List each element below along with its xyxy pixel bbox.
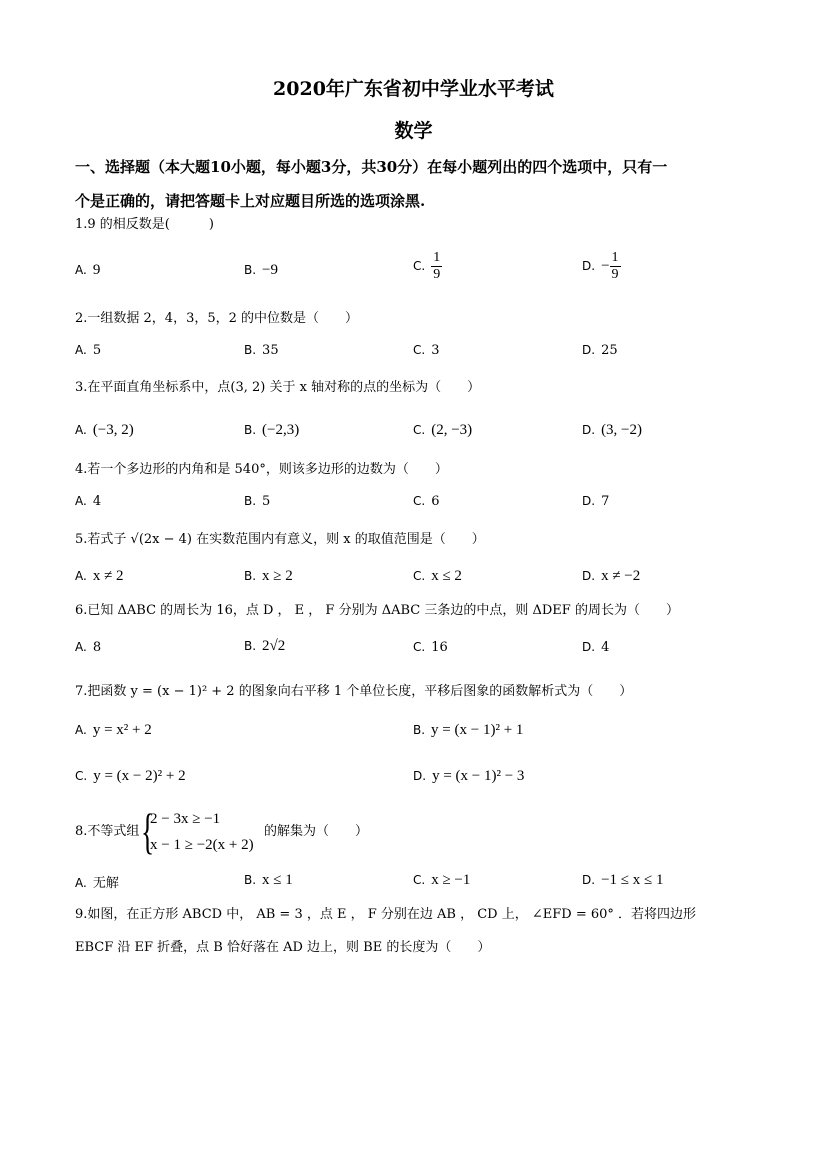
- question-8-stem-prefix: 8.不等式组: [75, 824, 140, 839]
- q5-option-d: [582, 568, 640, 585]
- question-9-stem-line1: 9.如图，在正方形 ABCD 中， AB = 3 ，点 E ， F 分别在边 AB ， CD 上， ∠EFD = 60° ．若将四边形: [75, 907, 697, 922]
- option-text: 7: [601, 494, 610, 509]
- option-label: B.: [244, 494, 257, 508]
- option-label: C.: [413, 873, 426, 887]
- option-label: B.: [244, 343, 257, 357]
- option-text: x ≥ 2: [262, 568, 293, 584]
- option-text: x ≠ 2: [92, 568, 124, 584]
- minus-sign: −: [601, 258, 610, 274]
- inequality-1: 2 − 3x ≥ −1: [150, 811, 221, 827]
- option-label: D.: [582, 259, 596, 273]
- question-5-stem: 5.若式子 √(2x − 4) 在实数范围内有意义，则 x 的取值范围是（ ）: [75, 532, 485, 547]
- q3-option-a: [75, 422, 134, 439]
- option-text: y = (x − 1)² − 3: [432, 768, 525, 784]
- option-text: (3, −2): [601, 422, 643, 438]
- option-text: y = (x − 2)² + 2: [93, 768, 186, 784]
- q8-option-a: [75, 872, 119, 891]
- option-text: 35: [262, 343, 279, 358]
- option-label: B.: [244, 639, 257, 653]
- option-label: D.: [582, 640, 596, 654]
- q1-option-b: [244, 262, 278, 279]
- question-9-stem-line2: EBCF 沿 EF 折叠，点 B 恰好落在 AD 边上，则 BE 的长度为（ ）: [75, 940, 491, 955]
- q4-option-d: [582, 494, 609, 509]
- fraction-numerator: 1: [433, 250, 441, 265]
- option-text: −1 ≤ x ≤ 1: [601, 872, 664, 888]
- q7-option-d: [413, 768, 524, 785]
- page-title: 2020年广东省初中学业水平考试: [273, 78, 554, 100]
- option-text: 4: [92, 494, 102, 509]
- option-text: 6: [431, 494, 440, 509]
- option-text: −9: [262, 262, 279, 278]
- option-label: A.: [75, 343, 87, 357]
- option-label: A.: [75, 723, 87, 737]
- option-label: B.: [413, 723, 426, 737]
- inequality-2: x − 1 ≥ −2(x + 2): [150, 837, 254, 853]
- option-label: D.: [582, 423, 596, 437]
- question-3-stem: 3.在平面直角坐标系中，点(3, 2) 关于 x 轴对称的点的坐标为（ ）: [75, 380, 481, 395]
- option-text: y = (x − 1)² + 1: [431, 722, 524, 738]
- question-2-stem: 2.一组数据 2，4，3，5，2 的中位数是（ ）: [75, 311, 359, 326]
- section-heading-line1: 一、选择题（本大题10小题，每小题3分，共30分）在每小题列出的四个选项中，只有一: [75, 158, 668, 176]
- q7-option-c: [75, 768, 186, 785]
- option-text: 2√2: [262, 638, 286, 654]
- q3-option-b: [244, 422, 299, 439]
- option-label: C.: [413, 494, 426, 508]
- q7-option-a: [75, 722, 152, 739]
- q5-option-a: [75, 568, 124, 585]
- option-text: 3: [431, 343, 440, 358]
- q8-option-c: [413, 872, 470, 889]
- option-text: 5: [92, 343, 102, 358]
- q5-option-c: [413, 568, 462, 585]
- option-label: D.: [582, 343, 596, 357]
- q6-option-c: [413, 640, 448, 655]
- option-text: 5: [262, 494, 271, 509]
- option-label: A.: [75, 423, 87, 437]
- option-label: C.: [413, 640, 426, 654]
- q6-option-d: [582, 640, 609, 655]
- option-text: 4: [601, 640, 610, 655]
- question-1-stem: 1.9 的相反数是( ): [75, 217, 214, 232]
- page-subtitle: 数学: [394, 120, 433, 142]
- option-text: y = x² + 2: [92, 722, 152, 738]
- option-text: x ≥ −1: [431, 872, 471, 888]
- option-label: A.: [75, 876, 87, 890]
- q3-option-c: [413, 422, 472, 439]
- option-label: B.: [244, 569, 257, 583]
- option-label: A.: [75, 494, 87, 508]
- option-text: (−3, 2): [92, 422, 134, 438]
- option-label: D.: [582, 873, 596, 887]
- option-label: C.: [413, 423, 426, 437]
- q8-option-b: [244, 872, 293, 889]
- q4-option-a: [75, 494, 101, 509]
- section-heading-line2: 个是正确的，请把答题卡上对应题目所选的选项涂黑.: [75, 192, 426, 210]
- option-text: x ≤ 1: [262, 872, 293, 888]
- q4-option-c: [413, 494, 439, 509]
- question-8-stem-suffix: 的解集为（ ）: [264, 824, 369, 839]
- fraction-denominator: 9: [433, 267, 441, 282]
- option-text: 25: [601, 343, 618, 358]
- option-text: 无解: [92, 876, 119, 891]
- fraction-numerator: 1: [611, 250, 619, 265]
- q5-option-b: [244, 568, 293, 585]
- option-label: B.: [244, 423, 257, 437]
- q7-option-b: [413, 722, 523, 739]
- q1-option-c: [413, 250, 442, 283]
- option-label: D.: [582, 494, 596, 508]
- option-label: A.: [75, 569, 87, 583]
- fraction: [610, 250, 621, 283]
- option-label: C.: [413, 569, 426, 583]
- inequality-system: [150, 806, 254, 858]
- q8-option-d: [582, 872, 664, 889]
- option-text: 9: [92, 262, 101, 278]
- option-label: C.: [413, 259, 426, 273]
- question-7-stem: 7.把函数 y = (x − 1)² + 2 的图象向右平移 1 个单位长度，平移后图象的函数解析式为（ ）: [75, 684, 633, 699]
- option-label: A.: [75, 263, 87, 277]
- q6-option-a: [75, 640, 101, 655]
- q2-option-d: [582, 343, 618, 358]
- q4-option-b: [244, 494, 270, 509]
- fraction-denominator: 9: [611, 267, 619, 282]
- q1-option-a: [75, 262, 100, 279]
- left-brace: {: [141, 803, 155, 859]
- option-text: x ≠ −2: [601, 568, 641, 584]
- q6-option-b: [244, 638, 285, 655]
- fraction: [431, 250, 442, 283]
- question-6-stem: 6.已知 ΔABC 的周长为 16，点 D ， E ， F 分别为 ΔABC 三条边的中点，则 ΔDEF 的周长为（ ）: [75, 603, 679, 618]
- option-label: A.: [75, 640, 87, 654]
- option-label: C.: [413, 343, 426, 357]
- option-text: 8: [92, 640, 102, 655]
- option-text: (2, −3): [431, 422, 473, 438]
- q2-option-b: [244, 343, 279, 358]
- option-label: D.: [582, 569, 596, 583]
- option-label: D.: [413, 769, 427, 783]
- option-text: 16: [431, 640, 448, 655]
- option-label: C.: [75, 769, 88, 783]
- option-label: B.: [244, 873, 257, 887]
- q2-option-c: [413, 343, 439, 358]
- q2-option-a: [75, 343, 101, 358]
- option-text: x ≤ 2: [431, 568, 462, 584]
- q3-option-d: [582, 422, 642, 439]
- question-4-stem: 4.若一个多边形的内角和是 540°，则该多边形的边数为（ ）: [75, 462, 448, 477]
- option-text: (−2,3): [262, 422, 300, 438]
- option-label: B.: [244, 263, 257, 277]
- q1-option-d: [582, 250, 621, 283]
